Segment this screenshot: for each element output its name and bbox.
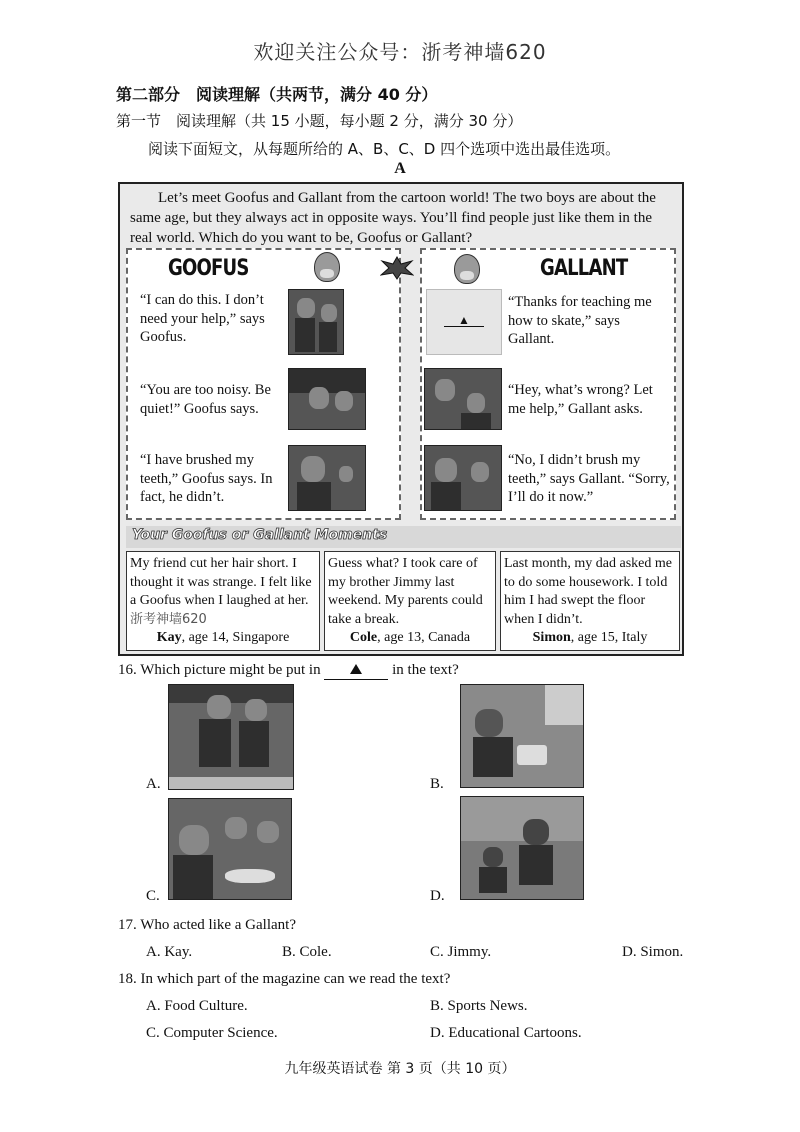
q16-option-c[interactable]: C. [146, 888, 160, 904]
section-title: 第一节 阅读理解（共 15 小题，每小题 2 分，满分 30 分） [116, 112, 523, 130]
gallant-quote-3: “No, I didn’t brush my teeth,” says Gallant. “Sorry, I’ll do it now.” [508, 452, 670, 505]
moment-text-simon: Last month, my dad asked me to do some housework. I told him I had swept the floor when I didn’t. [504, 556, 672, 627]
gallant-quote-2: “Hey, what’s wrong? Let me help,” Gallant asks. [508, 382, 653, 417]
q16-option-a[interactable]: A. [146, 776, 161, 792]
triangle-icon [350, 664, 362, 674]
goofus-picture-3 [288, 445, 366, 511]
moment-name: Kay [156, 630, 182, 645]
moment-body: My friend cut her hair short. I thought it was strange. I felt like a Goofus when I laughed at her. [130, 556, 312, 608]
q17-option-b[interactable]: B. Cole. [282, 944, 332, 960]
moment-details: , age 13, Canada [377, 630, 471, 645]
moment-details: , age 15, Italy [570, 630, 648, 645]
q18-option-a[interactable]: A. Food Culture. [146, 998, 248, 1014]
passage-letter: A [394, 160, 406, 177]
q17-option-c[interactable]: C. Jimmy. [430, 944, 492, 960]
moments-title: Your Goofus or Gallant Moments [132, 527, 388, 543]
goofus-quote-1: “I can do this. I don’t need your help,” says Goofus. [140, 292, 265, 345]
q16-picture-d[interactable] [460, 796, 584, 900]
moment-signature-kay [126, 630, 320, 646]
moment-signature-simon [500, 630, 680, 646]
q17-option-d[interactable]: D. Simon. [622, 944, 684, 960]
gallant-quote-1: “Thanks for teaching me how to skate,” says Gallant. [508, 294, 652, 347]
moment-name: Cole [349, 630, 378, 645]
goofus-quote-3: “I have brushed my teeth,” Goofus says. In fact, he didn’t. [140, 452, 273, 505]
gallant-picture-3 [424, 445, 502, 511]
goofus-quote-2: “You are too noisy. Be quiet!” Goofus says. [140, 382, 271, 417]
goofus-picture-2 [288, 368, 366, 430]
question-16-stem-end: in the text? [392, 662, 459, 678]
article-intro: Let’s meet Goofus and Gallant from the cartoon world! The two boys are about the same age, but they always act in opposite ways. You’ll find people just like them in the real world. Which do you want to be, Goofus or Gallant? [130, 190, 656, 246]
question-17-stem: 17. Who acted like a Gallant? [118, 917, 296, 933]
q16-option-b[interactable]: B. [430, 776, 444, 792]
gallant-picture-2 [424, 368, 502, 430]
moment-details: , age 14, Singapore [181, 630, 290, 645]
q16-picture-c[interactable] [168, 798, 292, 900]
moment-watermark: 浙考神墙620 [130, 611, 207, 627]
blank-marker: ▲ [444, 314, 484, 327]
question-16-blank [324, 662, 388, 680]
page-footer: 九年级英语试卷 第 3 页（共 10 页） [284, 1061, 516, 1077]
moment-text-kay [130, 555, 316, 629]
moment-name: Simon [532, 630, 571, 645]
goofus-picture-1 [288, 289, 344, 355]
gallant-face-icon [454, 254, 480, 284]
gallant-title: GALLANT [540, 256, 628, 281]
question-16-stem: 16. Which picture might be put in [118, 662, 321, 678]
q17-option-a[interactable]: A. Kay. [146, 944, 193, 960]
q18-option-d[interactable]: D. Educational Cartoons. [430, 1025, 582, 1041]
goofus-title: GOOFUS [168, 256, 249, 281]
q16-picture-b[interactable] [460, 684, 584, 788]
instructions: 阅读下面短文，从每题所给的 A、B、C、D 四个选项中选出最佳选项。 [148, 140, 621, 158]
goofus-face-icon [314, 252, 340, 282]
q16-picture-a[interactable] [168, 684, 294, 790]
moment-signature-cole [324, 630, 496, 646]
q16-option-d[interactable]: D. [430, 888, 445, 904]
question-18-stem: 18. In which part of the magazine can we read the text? [118, 971, 451, 987]
part-title: 第二部分 阅读理解（共两节，满分 40 分） [116, 85, 438, 104]
q18-option-b[interactable]: B. Sports News. [430, 998, 528, 1014]
watermark-banner: 欢迎关注公众号：浙考神墙620 [253, 40, 547, 64]
vs-burst-icon [380, 256, 414, 280]
q18-option-c[interactable]: C. Computer Science. [146, 1025, 278, 1041]
question-16 [118, 662, 459, 680]
moment-text-cole: Guess what? I took care of my brother Jimmy last weekend. My parents could take a break. [328, 556, 483, 627]
